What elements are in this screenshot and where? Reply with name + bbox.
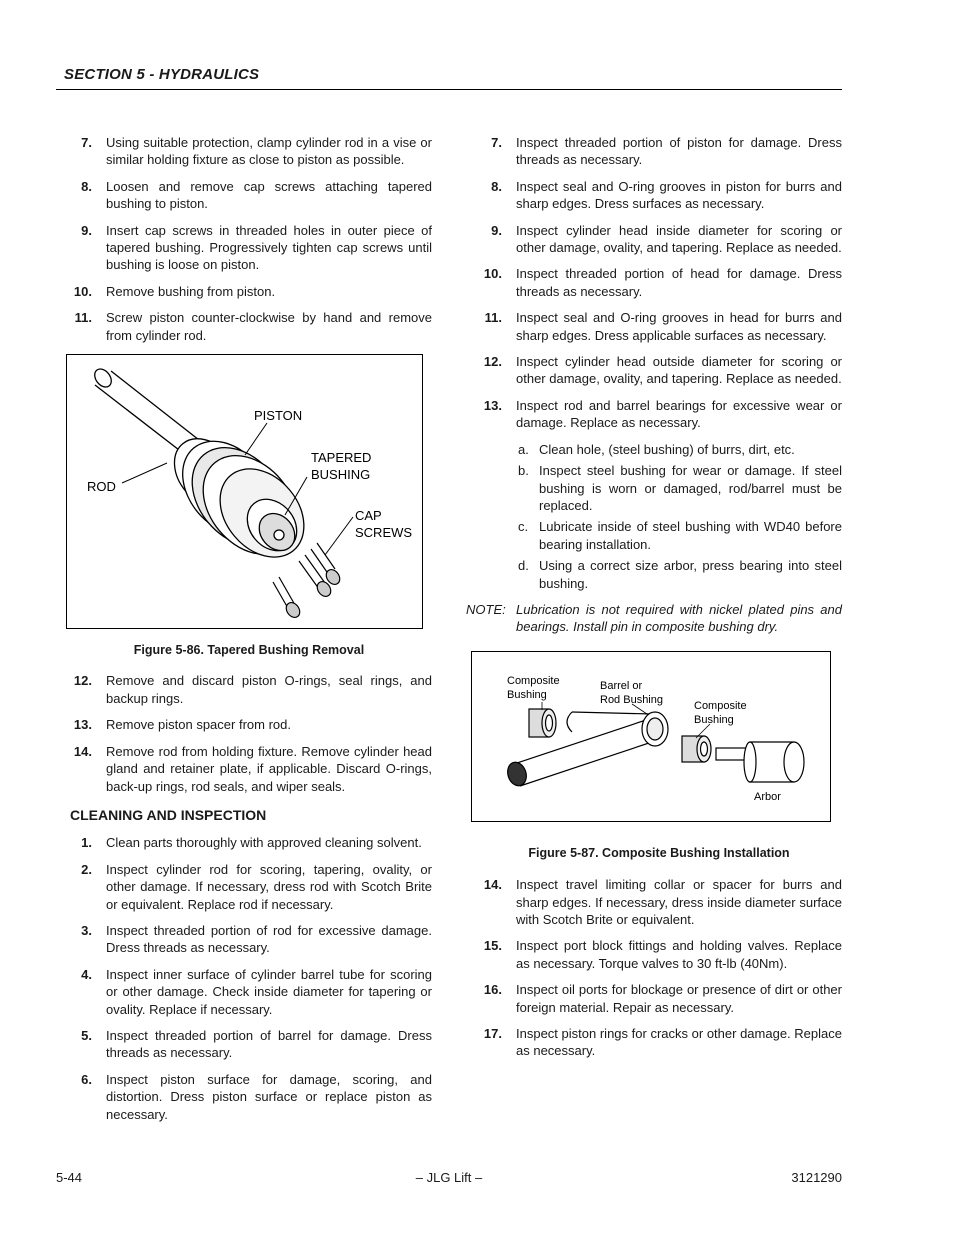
list-item: 5. Inspect threaded portion of barrel for damage. Dress threads as necessary. (81, 1027, 432, 1061)
label-composite-bushing-1b: Bushing (507, 688, 547, 701)
list-item: 14. Inspect travel limiting collar or spacer for burrs and sharp edges. If necessary, dress inside diameter surface with Scotch Brite or equivalent. (483, 877, 842, 927)
sub-item: a. Clean hole, (steel bushing) of burrs, dirt, etc. (518, 441, 795, 457)
label-arbor: Arbor (754, 790, 781, 803)
label-composite-bushing-2a: Composite (694, 699, 747, 712)
list-item: 2. Inspect cylinder rod for scoring, tapering, ovality, or other damage. If necessary, dress rod with Scotch Brite or equivalent. Replace rod if necessary. (81, 861, 432, 912)
list-item: 9. Inspect cylinder head inside diameter for scoring or other damage, ovality, and tapering. Replace as needed. (491, 222, 842, 256)
list-item: 14. Remove rod from holding fixture. Remove cylinder head gland and retainer plate, if applicable. Discard O-rings, back-up rings, rod seals, and wiper seals. (73, 743, 432, 794)
list-item: 9. Insert cap screws in threaded holes in outer piece of tapered bushing. Progressively tighten cap screws until bushing is loose on piston. (81, 222, 432, 273)
section-heading: CLEANING AND INSPECTION (70, 806, 267, 823)
list-item: 10. Inspect threaded portion of head for damage. Dress threads as necessary. (483, 266, 842, 299)
list-item: 3. Inspect threaded portion of rod for excessive damage. Dress threads as necessary. (81, 922, 432, 956)
footer-page-number: 5-44 (56, 1170, 83, 1185)
label-cap: CAP (355, 508, 382, 524)
list-item: 7. Inspect threaded portion of piston for damage. Dress threads as necessary. (491, 135, 842, 168)
sub-item: d. Using a correct size arbor, press bearing into steel bushing. (518, 558, 842, 591)
label-screws: SCREWS (355, 525, 413, 541)
label-composite-bushing-1a: Composite (507, 674, 560, 687)
list-item: 11. Screw piston counter-clockwise by hand and remove from cylinder rod. (74, 310, 432, 343)
list-item: 16. Inspect oil ports for blockage or presence of dirt or other foreign material. Repair as necessary. (483, 982, 842, 1015)
list-item: 4. Inspect inner surface of cylinder barrel tube for scoring or other damage. Check inside diameter for tapering or ovality. Replace if necessary. (81, 966, 432, 1017)
list-item: 13. Remove piston spacer from rod. (73, 717, 291, 733)
footer-center: – JLG Lift – (415, 1170, 483, 1185)
label-composite-bushing-2b: Bushing (694, 713, 734, 726)
list-item: 11. Inspect seal and O-ring grooves in head for burrs and sharp edges. Dress applicable surfaces as necessary. (484, 310, 842, 343)
composite-bushing-illustration (472, 652, 830, 821)
list-item: 17. Inspect piston rings for cracks or other damage. Replace as necessary. (483, 1026, 842, 1059)
list-item: 7. Using suitable protection, clamp cylinder rod in a vise or similar holding fixture as close to piston as possible. (81, 135, 432, 168)
list-item: 12. Inspect cylinder head outside diameter for scoring or other damage, ovality, and tapering. Replace as needed. (483, 354, 842, 387)
list-item: 12. Remove and discard piston O-rings, seal rings, and backup rings. (73, 673, 432, 706)
figure-caption: Figure 5-86. Tapered Bushing Removal (133, 643, 365, 658)
label-barrel-b: Rod Bushing (600, 693, 663, 706)
figure-caption: Figure 5-87. Composite Bushing Installation (528, 845, 790, 860)
figure-composite-bushing (471, 651, 831, 822)
label-barrel-a: Barrel or (600, 679, 643, 692)
header-rule (56, 89, 842, 90)
right-column (466, 134, 842, 1069)
sub-item: c. Lubricate inside of steel bushing with WD40 before bearing installation. (518, 519, 842, 552)
list-item: 8. Loosen and remove cap screws attaching tapered bushing to piston. (81, 178, 432, 212)
footer-doc-number: 3121290 (791, 1170, 842, 1185)
section-title: SECTION 5 - HYDRAULICS (64, 66, 260, 83)
list-item: 10. Remove bushing from piston. (73, 283, 276, 299)
label-rod: ROD (87, 479, 116, 495)
list-item: 6. Inspect piston surface for damage, scoring, and distortion. Dress piston surface or replace piston as necessary. (81, 1071, 432, 1122)
sub-item: b. Inspect steel bushing for wear or damage. If steel bushing is worn or damaged, rod/barrel must be replaced. (518, 463, 842, 513)
left-column (66, 134, 432, 1132)
list-item: 1. Clean parts thoroughly with approved cleaning solvent. (81, 835, 422, 851)
list-item: 13. Inspect rod and barrel bearings for excessive wear or damage. Replace as necessary. (483, 397, 842, 431)
note: NOTE: Lubrication is not required with nickel plated pins and bearings. Install pin in composite bushing dry. (466, 601, 842, 635)
label-bushing: BUSHING (311, 467, 371, 483)
tapered-bushing-illustration (67, 355, 422, 628)
list-item: 15. Inspect port block fittings and holding valves. Replace as necessary. Torque valves to 30 ft-lb (40Nm). (483, 938, 842, 971)
label-tapered: TAPERED (311, 450, 372, 466)
list-item: 8. Inspect seal and O-ring grooves in piston for burrs and sharp edges. Dress surfaces as necessary. (491, 178, 842, 212)
figure-tapered-bushing (66, 354, 423, 629)
label-piston: PISTON (254, 408, 303, 424)
